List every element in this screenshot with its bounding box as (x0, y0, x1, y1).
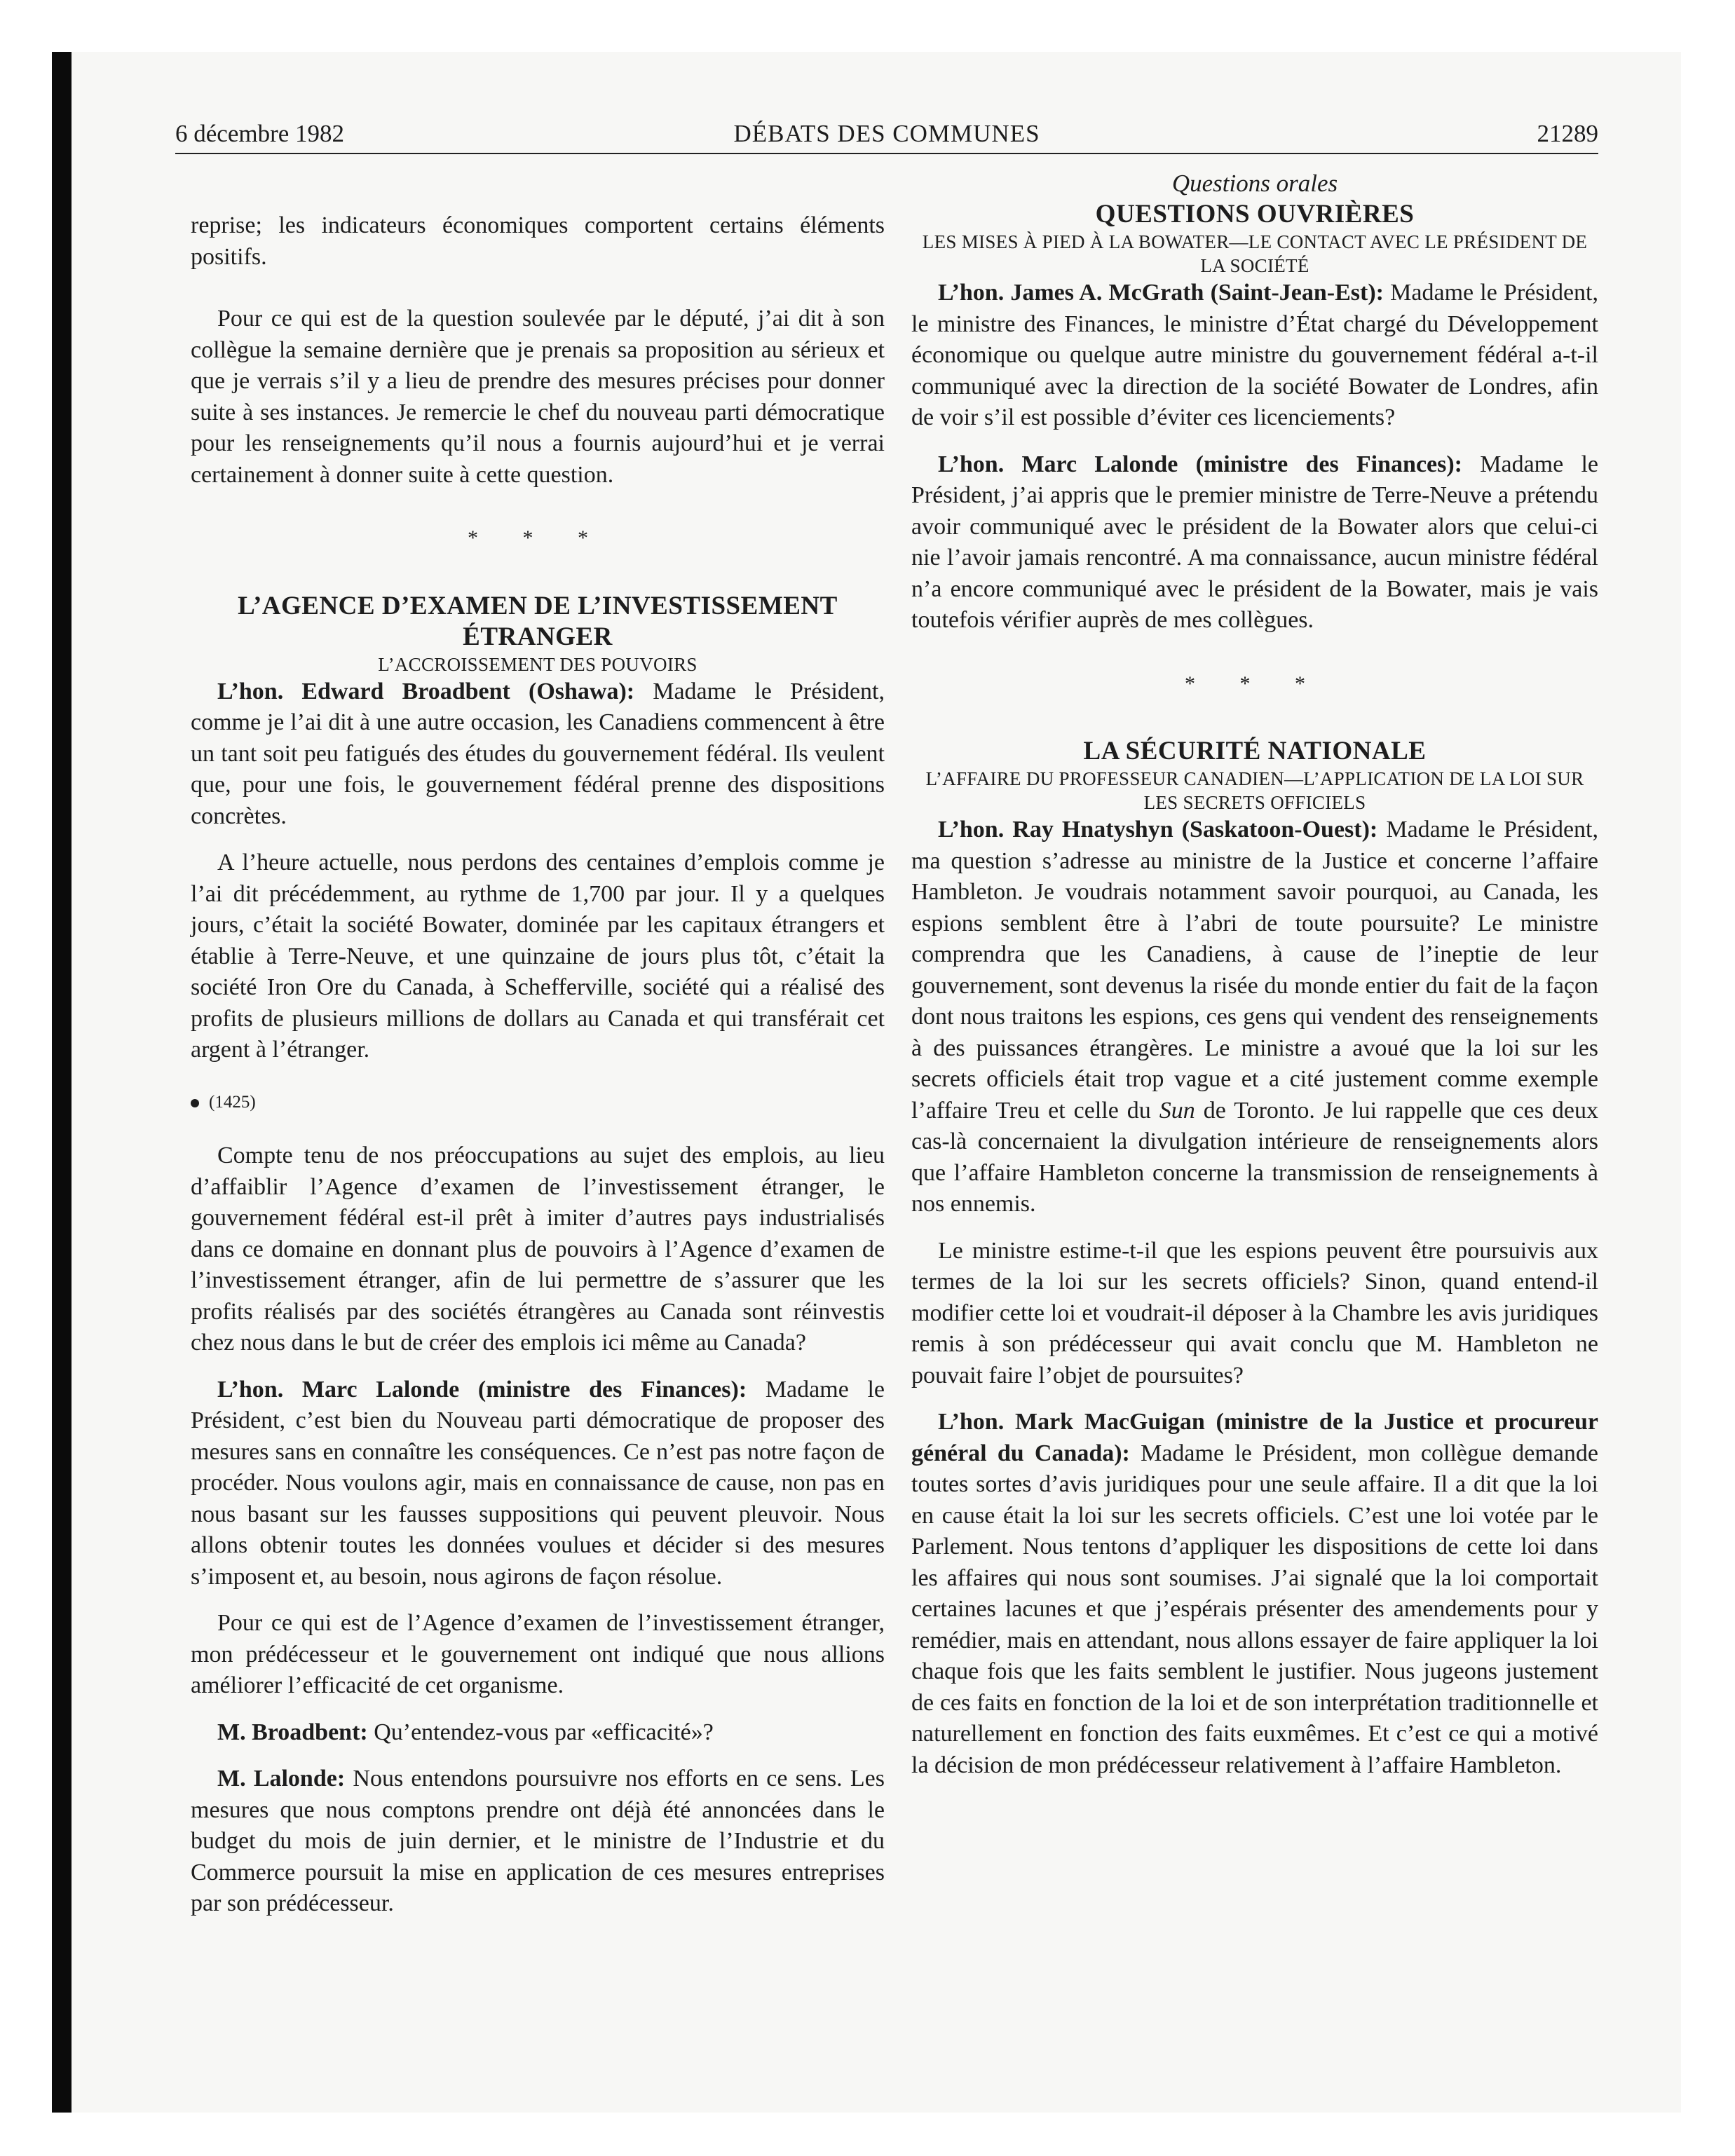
paragraph: Pour ce qui est de la question soulevée par le député, j’ai dit à son collègue la semaine dernière que je prenais sa proposition au sérieux et que je verrais s’il y a lieu de prendre des mesures précises pour donner suite à ses instances. Je remercie le chef du nouveau parti démocratique pour les renseignements qu’il nous a fournis aujourd’hui et je verrai certainement à donner suite à cette question. (191, 306, 885, 488)
speaker-name: L’hon. Edward Broadbent (Oshawa): (217, 678, 635, 704)
section-heading: QUESTIONS OUVRIÈRES (1095, 200, 1415, 228)
bullet-dot-icon (191, 1099, 199, 1107)
speaker-name: L’hon. Mark MacGuigan (ministre de la Justice et procureur général du Canada): (911, 1409, 1598, 1466)
section-subheading: L’ACCROISSEMENT DES POUVOIRS (378, 653, 698, 675)
time-marker-label: (1425) (209, 1092, 256, 1112)
section-subheading: LES MISES À PIED À LA BOWATER—LE CONTACT AVEC LE PRÉSIDENT DE LA SOCIÉTÉ (922, 231, 1588, 276)
paragraph: Compte tenu de nos préoccupations au sujet des emplois, au lieu d’affaiblir l’Agence d’examen de l’investissement étranger, le gouvernement fédéral est-il prêt à imiter d’autres pays industrialisés dans ce domaine en donnant plus de pouvoirs à l’Agence d’examen de l’investissement étranger, afin de lui permettre de s’assurer que les profits réalisés par des sociétés étrangères au Canada sont réinvestis chez nous dans le but de créer des emplois ici même au Canada? (191, 1142, 885, 1356)
section-heading: LA SÉCURITÉ NATIONALE (1083, 737, 1427, 765)
paragraph: Pour ce qui est de l’Agence d’examen de l’investissement étranger, mon prédécesseur et le gouvernement ont indiqué que nous allions améliorer l’efficacité de cet organisme. (191, 1610, 885, 1698)
speech-text: de Toronto. Je lui rappelle que ces deux cas-là concernaient la divulgation intérieure de renseignements alors que l’affaire Hambleton concerne la transmission de renseignements à nos ennemis. (911, 1097, 1598, 1217)
speech-text: Madame le Président, le ministre des Finances, le ministre d’État chargé du Développement économique ou quelque autre ministre du gouvernement fédéral a-t-il communiqué avec la direction de la société Bowater de Londres, afin de voir s’il est possible d’éviter ces licenciements? (911, 280, 1598, 430)
speech-paragraph (191, 1374, 885, 1593)
speech-paragraph (191, 676, 885, 833)
speech-text: Qu’entendez-vous par «efficacité»? (367, 1719, 714, 1745)
speech-text: Madame le Président, j’ai appris que le premier ministre de Terre-Neuve a prétendu avoir communiqué avec le président de la Bowater alors que celui-ci nie l’avoir jamais rencontré. A ma connaissance, aucun ministre fédéral n’a encore communiqué avec le président de la Bowater, mais je vais toutefois vérifier auprès de mes collègues. (911, 451, 1598, 633)
speech-paragraph (191, 1717, 885, 1749)
header-title: DÉBATS DES COMMUNES (733, 120, 1040, 147)
newspaper-title: Sun (1159, 1097, 1195, 1124)
section-heading: L’AGENCE D’EXAMEN DE L’INVESTISSEMENT ÉTRANGER (238, 591, 838, 651)
speaker-name: L’hon. James A. McGrath (Saint-Jean-Est): (938, 280, 1384, 306)
page-header (175, 118, 1598, 154)
speech-paragraph (911, 814, 1598, 1220)
speech-paragraph (911, 278, 1598, 434)
section-label: Questions orales (1171, 170, 1338, 197)
speech-paragraph (911, 1407, 1598, 1781)
header-page-number: 21289 (1537, 120, 1598, 147)
section-separator: * * * (1185, 671, 1325, 695)
speaker-name: L’hon. Marc Lalonde (ministre des Finances): (938, 451, 1463, 477)
speech-text: Madame le Président, c’est bien du Nouveau parti démocratique de proposer des mesures sans en connaître les conséquences. Ce n’est pas notre façon de procéder. Nous voulons agir, mais en connaissance de cause, non pas en nous basant sur les fausses suppositions qui peuvent pleuvoir. Nous allons obtenir toutes les données voulues et décider si des mesures s’imposent et, au besoin, nous agirons de façon résolue. (191, 1376, 885, 1590)
speaker-name: L’hon. Marc Lalonde (ministre des Finances): (217, 1376, 747, 1403)
speech-text: Madame le Président, mon collègue demande toutes sortes d’avis juridiques pour une seule affaire. Il a dit que la loi en cause était la loi sur les secrets officiels. C’est une loi votée par le Parlement. Nous tentons d’appliquer les dispositions de cette loi dans les affaires qui nous sont soumises. J’ai signalé que la loi comportait certaines lacunes et que j’espérais présenter des amendements pour y remédier, mais en attendant, nous allons essayer de faire appliquer la loi chaque fois que les faits semblent le justifier. Nous jugeons justement de ces faits en fonction de la loi et de son interprétation traditionnelle et naturellement en fonction des faits euxmêmes. Et c’est ce qui a motivé la décision de mon prédécesseur relativement à l’affaire Hambleton. (911, 1440, 1598, 1778)
right-column (911, 168, 1598, 1781)
section-subheading: L’AFFAIRE DU PROFESSEUR CANADIEN—L’APPLICATION DE LA LOI SUR LES SECRETS OFFICIELS (925, 768, 1584, 813)
speech-paragraph (911, 449, 1598, 636)
speech-paragraph (191, 1763, 885, 1920)
paragraph: Le ministre estime-t-il que les espions peuvent être poursuivis aux termes de la loi sur les secrets officiels? Sinon, quand entend-il modifier cette loi et voudrait-il déposer à la Chambre les avis juridiques remis à son prédécesseur qui avait conclu que M. Hambleton ne pouvait faire l’objet de poursuites? (911, 1237, 1598, 1389)
paragraph: A l’heure actuelle, nous perdons des centaines d’emplois comme je l’ai dit précédemment, au rythme de 1,700 par jour. Il y a quelques jours, c’était la société Bowater, dominée par les capitaux étrangers et établie à Terre-Neuve, et une quinzaine de jours plus tôt, c’était la société Iron Ore du Canada, à Schefferville, société qui a réalisé des profits de plusieurs millions de dollars au Canada et qui transférait cet argent à l’étranger. (191, 850, 885, 1063)
speaker-name: M. Broadbent: (217, 1719, 368, 1745)
speaker-name: L’hon. Ray Hnatyshyn (Saskatoon-Ouest): (938, 817, 1378, 842)
speaker-name: M. Lalonde: (217, 1766, 346, 1792)
section-separator: * * * (468, 526, 608, 550)
paragraph: reprise; les indicateurs économiques comportent certains éléments positifs. (191, 212, 885, 270)
speech-text: Madame le Président, ma question s’adresse au ministre de la Justice et concerne l’affaire Hambleton. Je voudrais notamment savoir pourquoi, au Canada, les espions semblent être à l’abri de toute poursuite? Le ministre comprendra que les Canadiens, à cause de l’ineptie de leur gouvernement, sont devenus la risée du monde entier du fait de la façon dont nous traitons les espions, ces gens qui vendent des renseignements à des puissances étrangères. Le ministre a avoué que la loi sur les secrets officiels était trop vague et a cité justement comme exemple l’affaire Treu et celle du (911, 817, 1598, 1124)
scan-binding-edge (52, 52, 72, 2113)
speech-text: Madame le Président, comme je l’ai dit à une autre occasion, les Canadiens commencent à être un tant soit peu fatigués des études du gouvernement fédéral. Ils veulent que, pour une fois, le gouvernement fédéral prenne des dispositions concrètes. (191, 678, 885, 829)
header-date: 6 décembre 1982 (175, 120, 345, 147)
speech-text: Nous entendons poursuivre nos efforts en ce sens. Les mesures que nous comptons prendre ont déjà été annoncées dans le budget du mois de juin dernier, et le ministre de l’Industrie et du Commerce poursuit la mise en application de ces mesures entreprises par son prédécesseur. (191, 1766, 885, 1916)
time-marker (191, 1087, 885, 1119)
left-column (191, 210, 885, 1920)
